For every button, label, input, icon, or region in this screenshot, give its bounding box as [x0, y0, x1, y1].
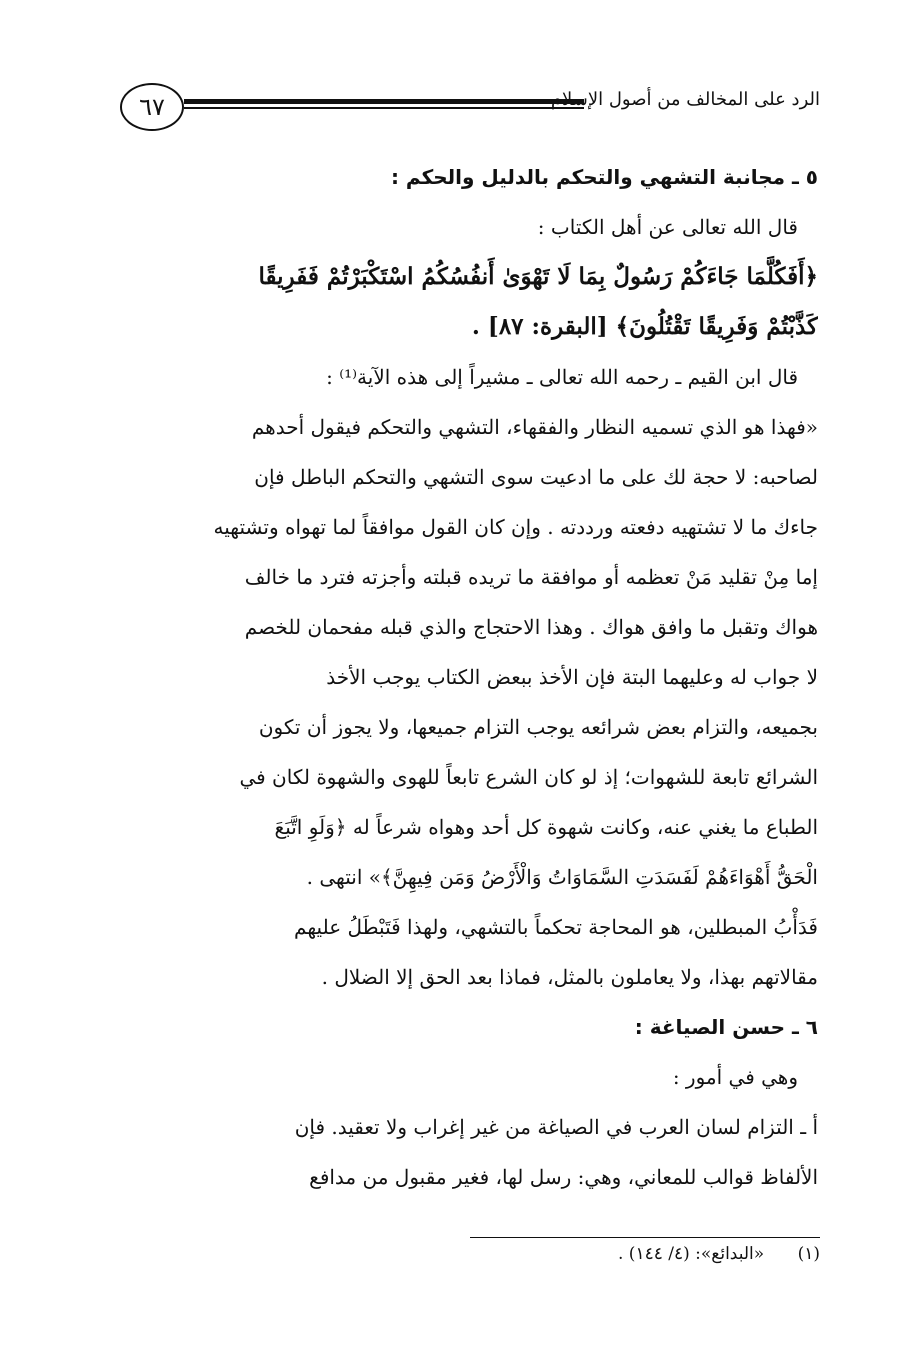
quote-line: «فهذا هو الذي تسميه النظار والفقهاء، التشهي والتحكم فيقول أحدهم	[251, 415, 818, 439]
conclusion-line: فَدَأْبُ المبطلين، هو المحاجة تحكماً بالتشهي، ولهذا فَتَبْطَلُ عليهم	[294, 915, 818, 939]
verse-line-2: كَذَّبْتُمْ وَفَرِيقًا تَقْتُلُونَ﴾ [البقرة: ٨٧] .	[471, 313, 818, 340]
section5-heading: ٥ ـ مجانبة التشهي والتحكم بالدليل والحكم :	[390, 165, 818, 189]
section5-intro: قال الله تعالى عن أهل الكتاب :	[537, 215, 798, 239]
quote-line: لصاحبه: لا حجة لك على ما ادعيت سوى التشهي والتحكم الباطل فإن	[254, 465, 818, 489]
quote-line: الْحَقُّ أَهْوَاءَهُمْ لَفَسَدَتِ السَّمَاوَاتُ وَالْأَرْضُ وَمَن فِيهِنَّ﴾» انتهى .	[306, 865, 818, 889]
body-text	[118, 152, 818, 1202]
quote-line: لا جواب له وعليهما البتة فإن الأخذ ببعض الكتاب يوجب الأخذ	[326, 665, 818, 689]
footnote-text: «البدائع»: (٤/ ١٤٤) .	[618, 1244, 765, 1264]
section6-intro: وهي في أمور :	[672, 1065, 798, 1089]
running-title: الرد على المخالف من أصول الإسلام	[550, 89, 820, 110]
section6-heading: ٦ ـ حسن الصياغة :	[634, 1015, 818, 1039]
item-a-line: الألفاظ قوالب للمعاني، وهي: رسل لها، فغير مقبول من مدافع	[309, 1165, 818, 1189]
quote-line: بجميعه، والتزام بعض شرائعه يوجب التزام جميعها، ولا يجوز أن تكون	[258, 715, 818, 739]
header-rule-thin	[184, 107, 584, 109]
header-rule-thick	[184, 99, 584, 104]
page-header	[120, 83, 820, 131]
item-a-line: أ ـ التزام لسان العرب في الصياغة من غير إغراب ولا تعقيد. فإن	[294, 1115, 818, 1139]
footnote-divider	[470, 1237, 820, 1238]
ibn-qayyim-intro: قال ابن القيم ـ رحمه الله تعالى ـ مشيراً إلى هذه الآية⁽¹⁾ :	[326, 365, 798, 389]
quote-line: جاءك ما لا تشتهيه دفعته ورددته . وإن كان القول موافقاً لما تهواه وتشتهيه	[213, 515, 818, 539]
footnote-marker: (١)	[797, 1244, 820, 1264]
quote-line: هواك وتقبل ما وافق هواك . وهذا الاحتجاج والذي قبله مفحمان للخصم	[244, 615, 818, 639]
quote-line: الشرائع تابعة للشهوات؛ إذ لو كان الشرع تابعاً للهوى والشهوة لكان في	[239, 765, 818, 789]
quote-line: إما مِنْ تقليد مَنْ تعظمه أو موافقة ما تريده قبلته وأجزته فترد ما خالف	[244, 565, 818, 589]
quote-line: الطباع ما يغني عنه، وكانت شهوة كل أحد وهواه شرعاً له ﴿وَلَوِ اتَّبَعَ	[274, 815, 818, 839]
conclusion-line: مقالاتهم بهذا، ولا يعاملون بالمثل، فماذا بعد الحق إلا الضلال .	[321, 965, 818, 989]
verse-line-1: ﴿أَفَكُلَّمَا جَاءَكُمْ رَسُولٌ بِمَا لَا تَهْوَىٰ أَنفُسُكُمُ اسْتَكْبَرْتُمْ فَفَرِيقًا	[258, 263, 818, 290]
footnote	[400, 1244, 820, 1264]
page-number: ٦٧	[120, 83, 184, 131]
